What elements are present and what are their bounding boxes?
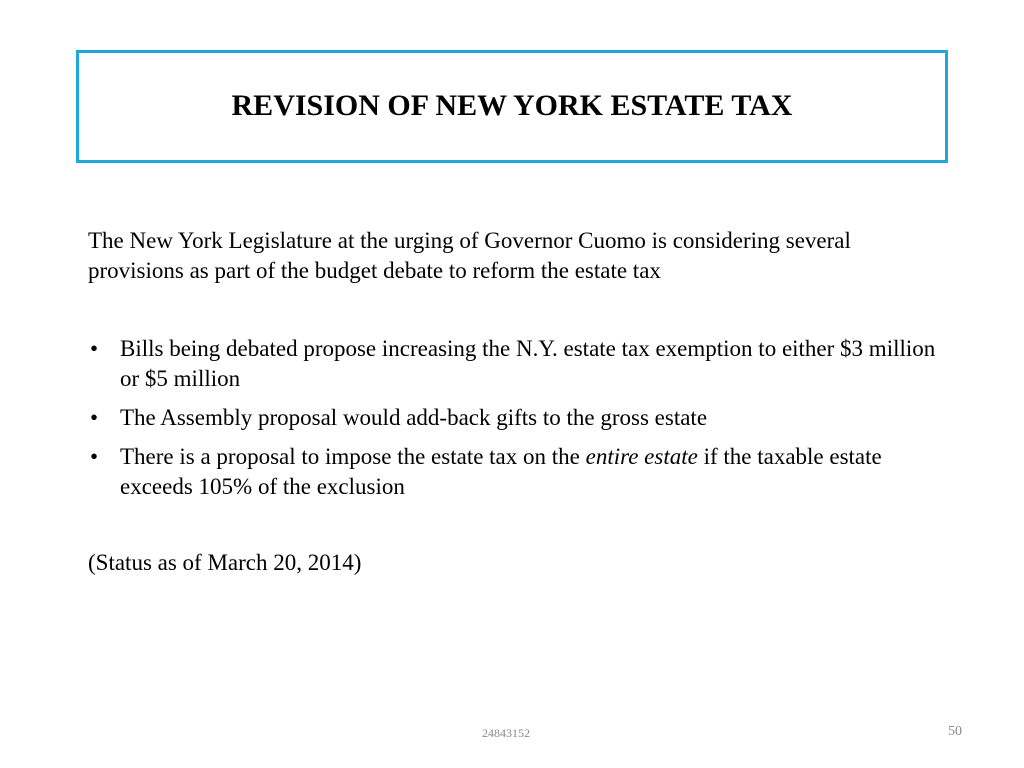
bullet-text-before: There is a proposal to impose the estate tax on the (120, 444, 586, 469)
title-box (76, 50, 948, 163)
status-note: (Status as of March 20, 2014) (88, 550, 362, 575)
bullet-text-after: if the taxable estate exceeds 105% of the exclusion (120, 444, 882, 499)
bullet-item-add-back (88, 403, 938, 433)
bullet-dot-icon: • (90, 405, 99, 430)
slide-body (88, 226, 938, 578)
page-number: 50 (948, 724, 962, 739)
bullet-dot-icon: • (90, 336, 99, 361)
bullet-list (88, 334, 938, 502)
slide-title: REVISION OF NEW YORK ESTATE TAX (231, 88, 793, 122)
bullet-text: The Assembly proposal would add-back gifts to the gross estate (120, 405, 708, 430)
bullet-dot-icon: • (90, 444, 99, 469)
bullet-text: Bills being debated propose increasing the N.Y. estate tax exemption to either $3 million or $5 million (120, 336, 936, 391)
footer-document-code: 24843152 (482, 726, 530, 740)
bullet-emphasis: entire estate (585, 444, 698, 469)
bullet-item-exemption (88, 334, 938, 394)
intro-paragraph: The New York Legislature at the urging of Governor Cuomo is considering several provisions as part of the budget debate to reform the estate tax (88, 228, 851, 283)
bullet-item-entire-estate (88, 442, 938, 502)
